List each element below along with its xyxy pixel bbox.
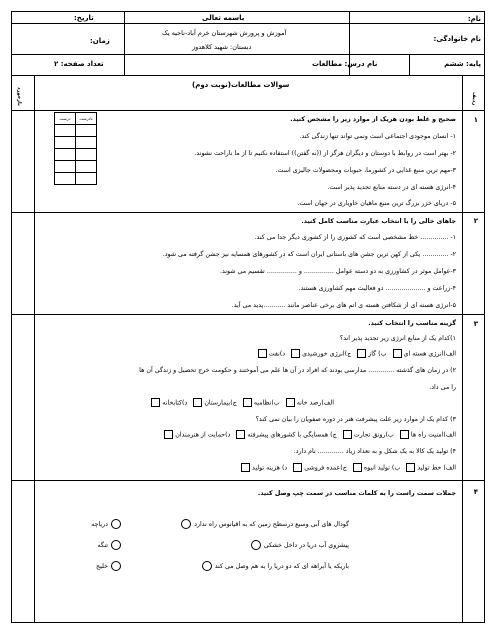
q4-left-item bbox=[178, 519, 349, 529]
pages-label: تعداد صفحه: ۲ bbox=[54, 60, 104, 68]
tf-cell[interactable] bbox=[76, 173, 97, 185]
q3-question-3: ۳) کدام یک از موارد زیر علت پیشرفت هنر در دوره صفویان را بیان نمی کند؟ bbox=[255, 416, 456, 423]
q4-number: ۴ bbox=[473, 488, 478, 496]
tf-cell[interactable] bbox=[55, 137, 76, 149]
checkbox[interactable] bbox=[193, 398, 202, 407]
match-left-text: باریکه یا آبراهه ای که دو دریا را به هم وصل می کند bbox=[214, 563, 349, 570]
q2-item: ۲- ............. یکی از کهن ترین جشن های باستانی ایران است که در کشورهای همسایه نیز جشن گرفته می شود. bbox=[162, 251, 456, 258]
match-right-text: تنگه bbox=[97, 542, 108, 549]
option-label: د)نفت bbox=[268, 350, 286, 358]
true-false-box bbox=[54, 112, 97, 185]
tf-header-false: نادرست bbox=[76, 113, 97, 125]
checkbox[interactable] bbox=[164, 430, 173, 439]
checkbox[interactable] bbox=[241, 463, 250, 472]
q3-options-4 bbox=[239, 463, 456, 473]
q1-item: ۱- انسان موجودی اجتماعی است ونمی تواند تنها زندگی کند. bbox=[299, 133, 456, 140]
q1-number: ۱ bbox=[473, 116, 478, 124]
q2-item: ۵-انرژی هسته ای از شکافتن هسته ی اتم های برخی عناصر مانند ...........پدید می آید. bbox=[231, 302, 456, 309]
q2-item: ۳-عوامل موثر در کشاورزی به دو دسته عوامل ............... و ............... تقسیم می شوند. bbox=[219, 268, 456, 275]
match-dot[interactable] bbox=[202, 561, 212, 571]
tf-cell[interactable] bbox=[55, 173, 76, 185]
q4-title: جملات سمت راست را به کلمات مناسب در سمت چپ وصل کنید. bbox=[257, 490, 456, 497]
checkbox[interactable] bbox=[258, 349, 267, 358]
tf-cell[interactable] bbox=[76, 161, 97, 173]
tf-cell[interactable] bbox=[55, 125, 76, 137]
option-label: ج)بیمارستان bbox=[204, 399, 237, 407]
q3-question-1: ۱)کدام یک از منابع انرژی زیر تجدید پذیر اند؟ bbox=[339, 335, 456, 342]
option-label: الف)رصد خانه bbox=[296, 399, 334, 407]
q2-title: جاهای خالی را با انتخاب عبارت مناسب کامل کنید. bbox=[301, 218, 456, 225]
option-label: د) هزینه تولید bbox=[252, 464, 288, 472]
q1-item: ۵- دریای خزر بزرگ ترین منبع ماهیان خاویاری در جهان است. bbox=[297, 200, 456, 207]
q3-title: گزینه مناسب را انتخاب کنید. bbox=[368, 320, 456, 327]
exam-sheet bbox=[11, 11, 485, 623]
option-label: د)کتابخانه bbox=[162, 399, 188, 407]
checkbox[interactable] bbox=[291, 349, 300, 358]
option-label: ج)عمده فروشی bbox=[304, 464, 347, 472]
tf-cell[interactable] bbox=[55, 149, 76, 161]
checkbox[interactable] bbox=[343, 430, 352, 439]
match-left-text: گودال های آبی وسیع درسطح زمین که به اقیانوس راه ندارد bbox=[194, 521, 349, 528]
q3-options-3 bbox=[162, 430, 456, 440]
checkbox[interactable] bbox=[286, 398, 295, 407]
school-name: دبستان: شهید کلاهدوز bbox=[192, 43, 252, 51]
exam-header bbox=[12, 12, 484, 76]
feedback-column-header: بازخورد bbox=[16, 87, 22, 106]
office-name: آموزش و پرورش شهرستان خرم آباد-ناحیه یک bbox=[162, 29, 287, 37]
q4-left-item bbox=[248, 540, 349, 550]
option-label: ج) همسایگی با کشورهای پیشرفته bbox=[247, 431, 337, 439]
match-dot[interactable] bbox=[111, 540, 121, 550]
match-dot[interactable] bbox=[181, 519, 191, 529]
match-right-text: دریاچه bbox=[91, 521, 108, 528]
checkbox[interactable] bbox=[293, 463, 302, 472]
q1-title: صحیح و غلط بودن هریک از موارد زیر را مشخص کنید. bbox=[290, 116, 456, 123]
q2-number: ۲ bbox=[473, 217, 478, 225]
option-label: ب)رونق تجارت bbox=[353, 431, 394, 439]
checkbox[interactable] bbox=[151, 398, 160, 407]
q1-item: ۲- بهتر است در روابط با دوستان و دیگران هرگز از ((نه گفتن)) استفاده نکنیم تا از ما ناراحت نشوند. bbox=[194, 150, 456, 157]
tf-cell[interactable] bbox=[76, 149, 97, 161]
match-left-text: پیشروی آب دریا در داخل خشکی bbox=[263, 542, 349, 549]
q2-item: ۱- .............. خط مشخصی است که کشوری را از کشوری دیگر جدا می کند. bbox=[254, 234, 456, 241]
checkbox[interactable] bbox=[236, 430, 245, 439]
checkbox[interactable] bbox=[393, 349, 402, 358]
q4-right-item bbox=[96, 561, 124, 571]
time-label: زمان: bbox=[90, 37, 110, 45]
q1-item: ۳-مهم ترین منبع غذایی در کشورما، حبوبات ومحصولات جالیزی است. bbox=[275, 167, 456, 174]
tf-cell[interactable] bbox=[55, 161, 76, 173]
tf-header-true: درست bbox=[55, 113, 76, 125]
q4-right-item bbox=[97, 540, 124, 550]
option-label: ب)نظامیه bbox=[253, 399, 280, 407]
tf-cell[interactable] bbox=[76, 125, 97, 137]
name-label: نام: bbox=[467, 15, 481, 23]
match-dot[interactable] bbox=[111, 561, 121, 571]
row-column-header: ردیف bbox=[471, 92, 477, 106]
q4-right-item bbox=[91, 519, 124, 529]
tf-cell[interactable] bbox=[76, 137, 97, 149]
checkbox[interactable] bbox=[353, 463, 362, 472]
q3-question-2a: ۲) در زمان های گذشته ............. مدارسی بودند که افراد در آن ها علم می آموختند و حکومت خرج تحصیل و زندگی آن ها bbox=[139, 367, 456, 374]
option-label: ب) تولید انبوه bbox=[363, 464, 401, 472]
q4-left-item bbox=[199, 561, 349, 571]
q3-question-4: ۴) تولید یک کالا به یک شکل و به تعداد زیاد ............. نام دارد. bbox=[293, 448, 456, 455]
checkbox[interactable] bbox=[400, 430, 409, 439]
exam-title: سوالات مطالعات(نوبت دوم) bbox=[192, 81, 290, 89]
checkbox[interactable] bbox=[406, 463, 415, 472]
match-dot[interactable] bbox=[111, 519, 121, 529]
q3-options-2 bbox=[149, 398, 334, 408]
option-label: ج)انرژی خورشیدی bbox=[302, 350, 352, 358]
checkbox[interactable] bbox=[243, 398, 252, 407]
family-name-label: نام خانوادگی: bbox=[433, 35, 481, 43]
q1-item: ۴-انرژی هسته ای در دسته منابع تجدید پذیر است. bbox=[327, 184, 456, 191]
q3-options-1 bbox=[256, 349, 456, 359]
bismillah: باسمه تعالی bbox=[202, 14, 245, 22]
grade-label: پایه: ششم bbox=[444, 60, 481, 68]
subject-label: نام درس: مطالعات bbox=[312, 60, 378, 68]
checkbox[interactable] bbox=[357, 349, 366, 358]
match-right-text: خلیج bbox=[96, 563, 108, 570]
q2-item: ۴-زراعت و .................... دو فعالیت مهم کشاورزی هستند. bbox=[298, 285, 456, 292]
option-label: الف) خط تولید bbox=[417, 464, 456, 472]
option-label: ب) گاز bbox=[368, 350, 387, 358]
q3-number: ۳ bbox=[473, 320, 478, 328]
q3-question-2b: را می داد. bbox=[429, 384, 456, 391]
option-label: د)حمایت از هنرمندان bbox=[175, 431, 231, 439]
date-label: تاریخ: bbox=[74, 14, 94, 22]
option-label: الف)انرژی هسته ای bbox=[403, 350, 456, 358]
option-label: الف)امنیت راه ها bbox=[410, 431, 456, 439]
match-dot[interactable] bbox=[251, 540, 261, 550]
